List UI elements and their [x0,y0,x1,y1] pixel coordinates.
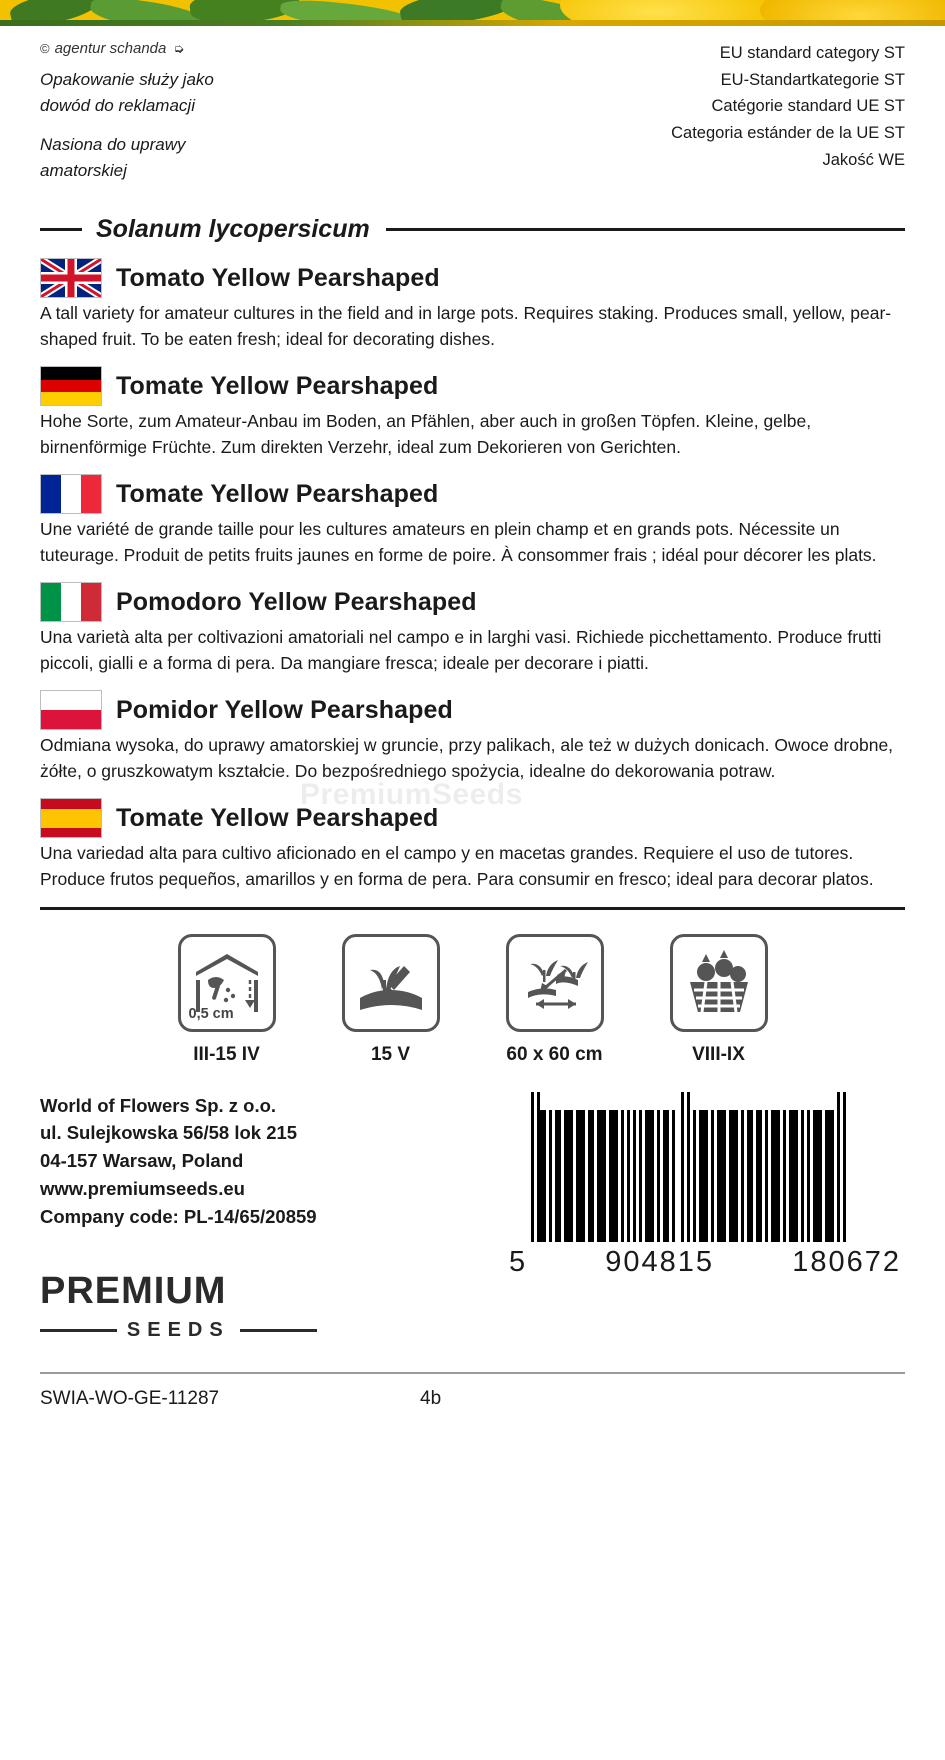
planting-caption: 15 V [370,1043,411,1065]
spacing-caption: 60 x 60 cm [506,1043,603,1065]
copyright-line [40,40,370,57]
copyright-block [40,40,370,197]
description-en: A tall variety for amateur cultures in the field and in large pots. Requires staking. Produces small, yellow, pear-shaped fruit. To be eaten fresh; ideal for decorating dishes. [40,303,892,349]
description-pl: Odmiana wysoka, do uprawy amatorskiej w gruncie, przy palikach, ale też w dużych donicach. Owoce drobne, żółte, o gruszkowatym kształcie. Do bezpośredniego spożycia, idealne do dekorowania potraw. [40,735,894,781]
polish-note [40,67,370,183]
section-divider [40,907,905,910]
company-and-brand [40,1092,317,1343]
description-fr: Une variété de grande taille pour les cultures amateurs en plein champ et en grands pots. Nécessite un tuteurage. Produit de petits fruits jaunes en forme de poire. À consommer frais ; idéal pour décorer les plats. [40,519,877,565]
icon-cell-harvest [659,934,779,1066]
company-street: ul. Sulejkowska 56/58 lok 215 [40,1122,298,1144]
language-sections [40,258,905,893]
rule-right [386,228,905,231]
eu-line-en: EU standard category ST [719,44,905,62]
icon-cell-planting [331,934,451,1066]
title-it: Pomodoro Yellow Pearshaped [116,587,477,616]
eu-standard-block [671,40,905,197]
header-row [0,26,945,197]
title-es: Tomate Yellow Pearshaped [116,803,439,832]
title-fr: Tomate Yellow Pearshaped [116,479,439,508]
pl-note-line-4: amatorskiej [40,160,127,180]
article-code: SWIA-WO-GE-11287 [40,1388,220,1410]
harvest-icon [670,934,768,1032]
eu-line-pl: Jakość WE [822,150,905,169]
title-pl: Pomidor Yellow Pearshaped [116,695,453,724]
eu-line-de: EU-Standartkategorie ST [720,70,905,89]
title-en: Tomato Yellow Pearshaped [116,263,440,292]
brand-rule-right [240,1329,317,1332]
planting-out-icon [342,934,440,1032]
page-number: 4b [420,1388,442,1410]
cultivation-icons [0,934,945,1066]
uk-flag-icon [40,258,102,298]
pl-note-line-3: Nasiona do uprawy [40,135,186,154]
brand-name: PREMIUM [40,1270,227,1313]
packet-back-content [0,26,945,1410]
language-block-es [40,798,905,892]
brand-logo [40,1270,317,1342]
watermark: PremiumSeeds [300,778,523,811]
language-block-pl [40,690,905,784]
brand-subtitle: SEEDS [126,1319,230,1342]
language-block-en [40,258,905,352]
es-flag-icon [40,798,102,838]
spacing-icon [506,934,604,1032]
harvest-caption: VIII-IX [692,1043,745,1065]
brand-rule-left [40,1329,117,1332]
barcode-group-right: 180672 [792,1245,901,1278]
eu-line-fr: Catégorie standard UE ST [711,97,905,116]
barcode-digits [505,1246,905,1279]
sowing-caption: III-15 IV [193,1043,260,1065]
icon-cell-spacing [495,934,615,1066]
pl-note-line-2: dowód do reklamacji [40,95,195,115]
pl-flag-icon [40,690,102,730]
species-name: Solanum lycopersicum [96,215,370,243]
description-de: Hohe Sorte, zum Amateur-Anbau im Boden, an Pfählen, aber auch in großen Töpfen. Kleine, gelbe, birnenförmige Früchte. Zum direkten Verzehr, ideal zum Dekorieren von Gerichten. [40,411,812,457]
barcode-lead-digit: 5 [509,1245,528,1278]
company-name: World of Flowers Sp. z o.o. [40,1094,277,1116]
footer [40,1092,905,1343]
copyright-owner: agentur schanda [54,40,167,57]
language-block-de [40,366,905,460]
company-website[interactable]: www.premiumseeds.eu [40,1177,245,1199]
company-city: 04-157 Warsaw, Poland [40,1150,244,1172]
bottom-row [40,1388,905,1410]
copyright-icon: © [40,41,50,56]
company-block [40,1092,317,1231]
barcode-bars [505,1092,905,1242]
icon-cell-sowing [167,934,287,1066]
company-code: Company code: PL-14/65/20859 [40,1205,317,1227]
description-es: Una variedad alta para cultivo aficionado en el campo y en macetas grandes. Requiere el uso de tutores. Produce frutos pequeños, amarillos y en forma de pera. Para consumir en fresco; ideal para decorar platos. [40,843,874,890]
eu-line-es: Categoria estánder de la UE ST [671,124,905,143]
pl-note-line-1: Opakowanie służy jako [40,70,214,89]
header-photo-strip [0,0,945,26]
species-heading [40,215,905,244]
de-flag-icon [40,366,102,406]
barcode-group-left: 904815 [605,1245,715,1278]
sowing-depth-label: 0,5 cm [188,1005,234,1022]
rule-left [40,228,82,231]
language-block-it [40,582,905,676]
title-de: Tomate Yellow Pearshaped [116,371,439,400]
bottom-divider [40,1372,905,1374]
barcode-block [505,1092,905,1279]
sowing-depth-icon [178,934,276,1032]
fr-flag-icon [40,474,102,514]
description-it: Una varietà alta per coltivazioni amatoriali nel campo e in larghi vasi. Richiede picchettamento. Produce frutti piccoli, gialli e a forma di pera. Da mangiare fresca; ideale per decorare i piatti. [40,627,882,673]
it-flag-icon [40,582,102,622]
bird-icon: ➭ [173,40,185,56]
language-block-fr [40,474,905,568]
